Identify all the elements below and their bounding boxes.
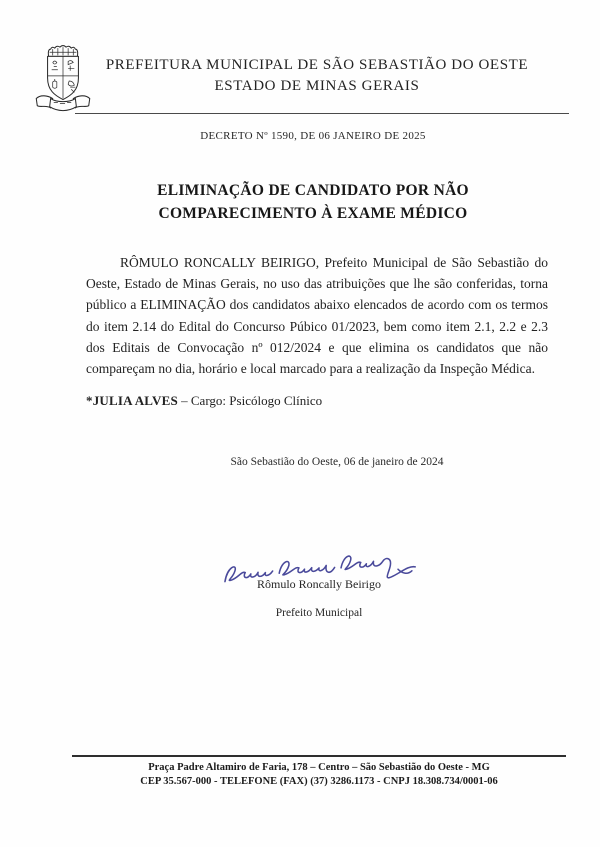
org-state: ESTADO DE MINAS GERAIS [214,78,420,94]
decree-title-line2: COMPARECIMENTO À EXAME MÉDICO [158,205,468,222]
header-rule [75,113,569,114]
signature-block [0,546,600,619]
decree-title [0,179,600,225]
candidate-role: – Cargo: Psicólogo Clínico [177,393,323,408]
decree-title-line1: ELIMINAÇÃO DE CANDIDATO POR NÃO [157,182,469,199]
footer [72,755,566,788]
decree-heading: DECRETO Nº 1590, DE 06 JANEIRO DE 2025 [200,130,426,142]
body-paragraph: RÔMULO RONCALLY BEIRIGO, Prefeito Municipal de São Sebastião do Oeste, Estado de Minas Gerais, no uso das atribuições que lhe são conferidas, torna público a ELIMINAÇÃO dos candidatos abaixo elencados de acordo com os termos do item 2.14 do Edital do Concurso Púbico 01/2023, bem como item 2.1, 2.2 e 2.3 dos Editais de Convocação nº 012/2024 e que elimina os candidatos que não compareçam no dia, horário e local marcado para a realização da Inspeção Médica. [86,255,548,377]
signer-name: Rômulo Roncally Beirigo [257,577,381,591]
org-name: PREFEITURA MUNICIPAL DE SÃO SEBASTIÃO DO OESTE [105,57,529,73]
candidate-line [86,393,548,409]
footer-contact: CEP 35.567-000 - TELEFONE (FAX) (37) 3286.1173 - CNPJ 18.308.734/0001-06 [140,775,498,787]
date-line: São Sebastião do Oeste, 06 de janeiro de 2024 [230,456,444,468]
candidate-name: *JULIA ALVES [86,393,178,408]
footer-address: Praça Padre Altamiro de Faria, 178 – Centro – São Sebastião do Oeste - MG [148,762,490,773]
signer-role: Prefeito Municipal [275,607,363,619]
